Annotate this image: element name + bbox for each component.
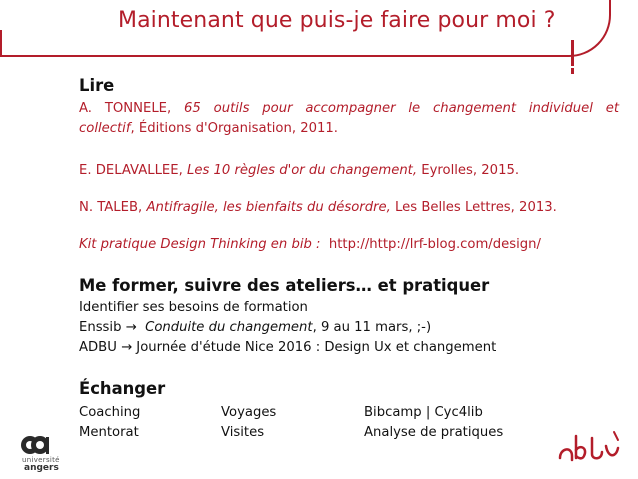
corner-decoration-icon	[565, 40, 579, 76]
frame-gap	[0, 0, 26, 30]
former-line-3: ADBU → Journée d'étude Nice 2016 : Design Ux et changement	[79, 340, 497, 355]
echanger-item: Coaching	[79, 405, 141, 420]
ref-title: 65 outils pour accompagner le changement individuel et	[184, 101, 619, 116]
echanger-item: Bibcamp | Cyc4lib	[364, 405, 483, 420]
ref-link[interactable]: http://http://lrf-blog.com/design/	[328, 237, 541, 252]
angers-label: angers	[24, 463, 59, 473]
former-prefix: Enssib →	[79, 320, 137, 335]
reference-tonnele-cont	[79, 121, 338, 136]
former-line-2	[79, 320, 431, 335]
former-course-title: Conduite du changement	[145, 320, 313, 335]
echanger-item: Visites	[221, 425, 265, 440]
reference-tonnele	[79, 101, 619, 116]
ref-title: Les 10 règles d'or du changement,	[186, 163, 418, 178]
ref-author: E. DELAVALLEE,	[79, 163, 183, 178]
echanger-item: Mentorat	[79, 425, 139, 440]
ref-title: Antifragile, les bienfaits du désordre,	[146, 200, 391, 215]
ref-title-cont: collectif	[79, 121, 131, 136]
university-label: université	[22, 456, 60, 464]
ref-publisher: Eyrolles, 2015.	[421, 163, 520, 178]
ref-author: A. TONNELE,	[79, 101, 172, 116]
echanger-item: Voyages	[221, 405, 277, 420]
ref-title: Kit pratique Design Thinking en bib :	[79, 237, 321, 252]
section-heading-echanger: Échanger	[79, 379, 166, 398]
ua-logo-icon	[20, 434, 50, 456]
reference-kit-design	[79, 237, 541, 252]
ref-publisher: , Éditions d'Organisation, 2011.	[130, 121, 338, 136]
echanger-item: Analyse de pratiques	[364, 425, 504, 440]
ref-publisher: Les Belles Lettres, 2013.	[395, 200, 557, 215]
slide-title: Maintenant que puis-je faire pour moi ?	[118, 8, 556, 33]
ref-author: N. TALEB,	[79, 200, 143, 215]
former-line-1: Identifier ses besoins de formation	[79, 300, 308, 315]
section-heading-lire: Lire	[79, 76, 115, 95]
reference-delavallee	[79, 163, 519, 178]
reference-taleb	[79, 200, 557, 215]
adbu-logo-icon	[556, 428, 622, 464]
former-suffix: , 9 au 11 mars, ;-)	[312, 320, 432, 335]
section-heading-former: Me former, suivre des ateliers… et pratiquer	[79, 276, 490, 295]
